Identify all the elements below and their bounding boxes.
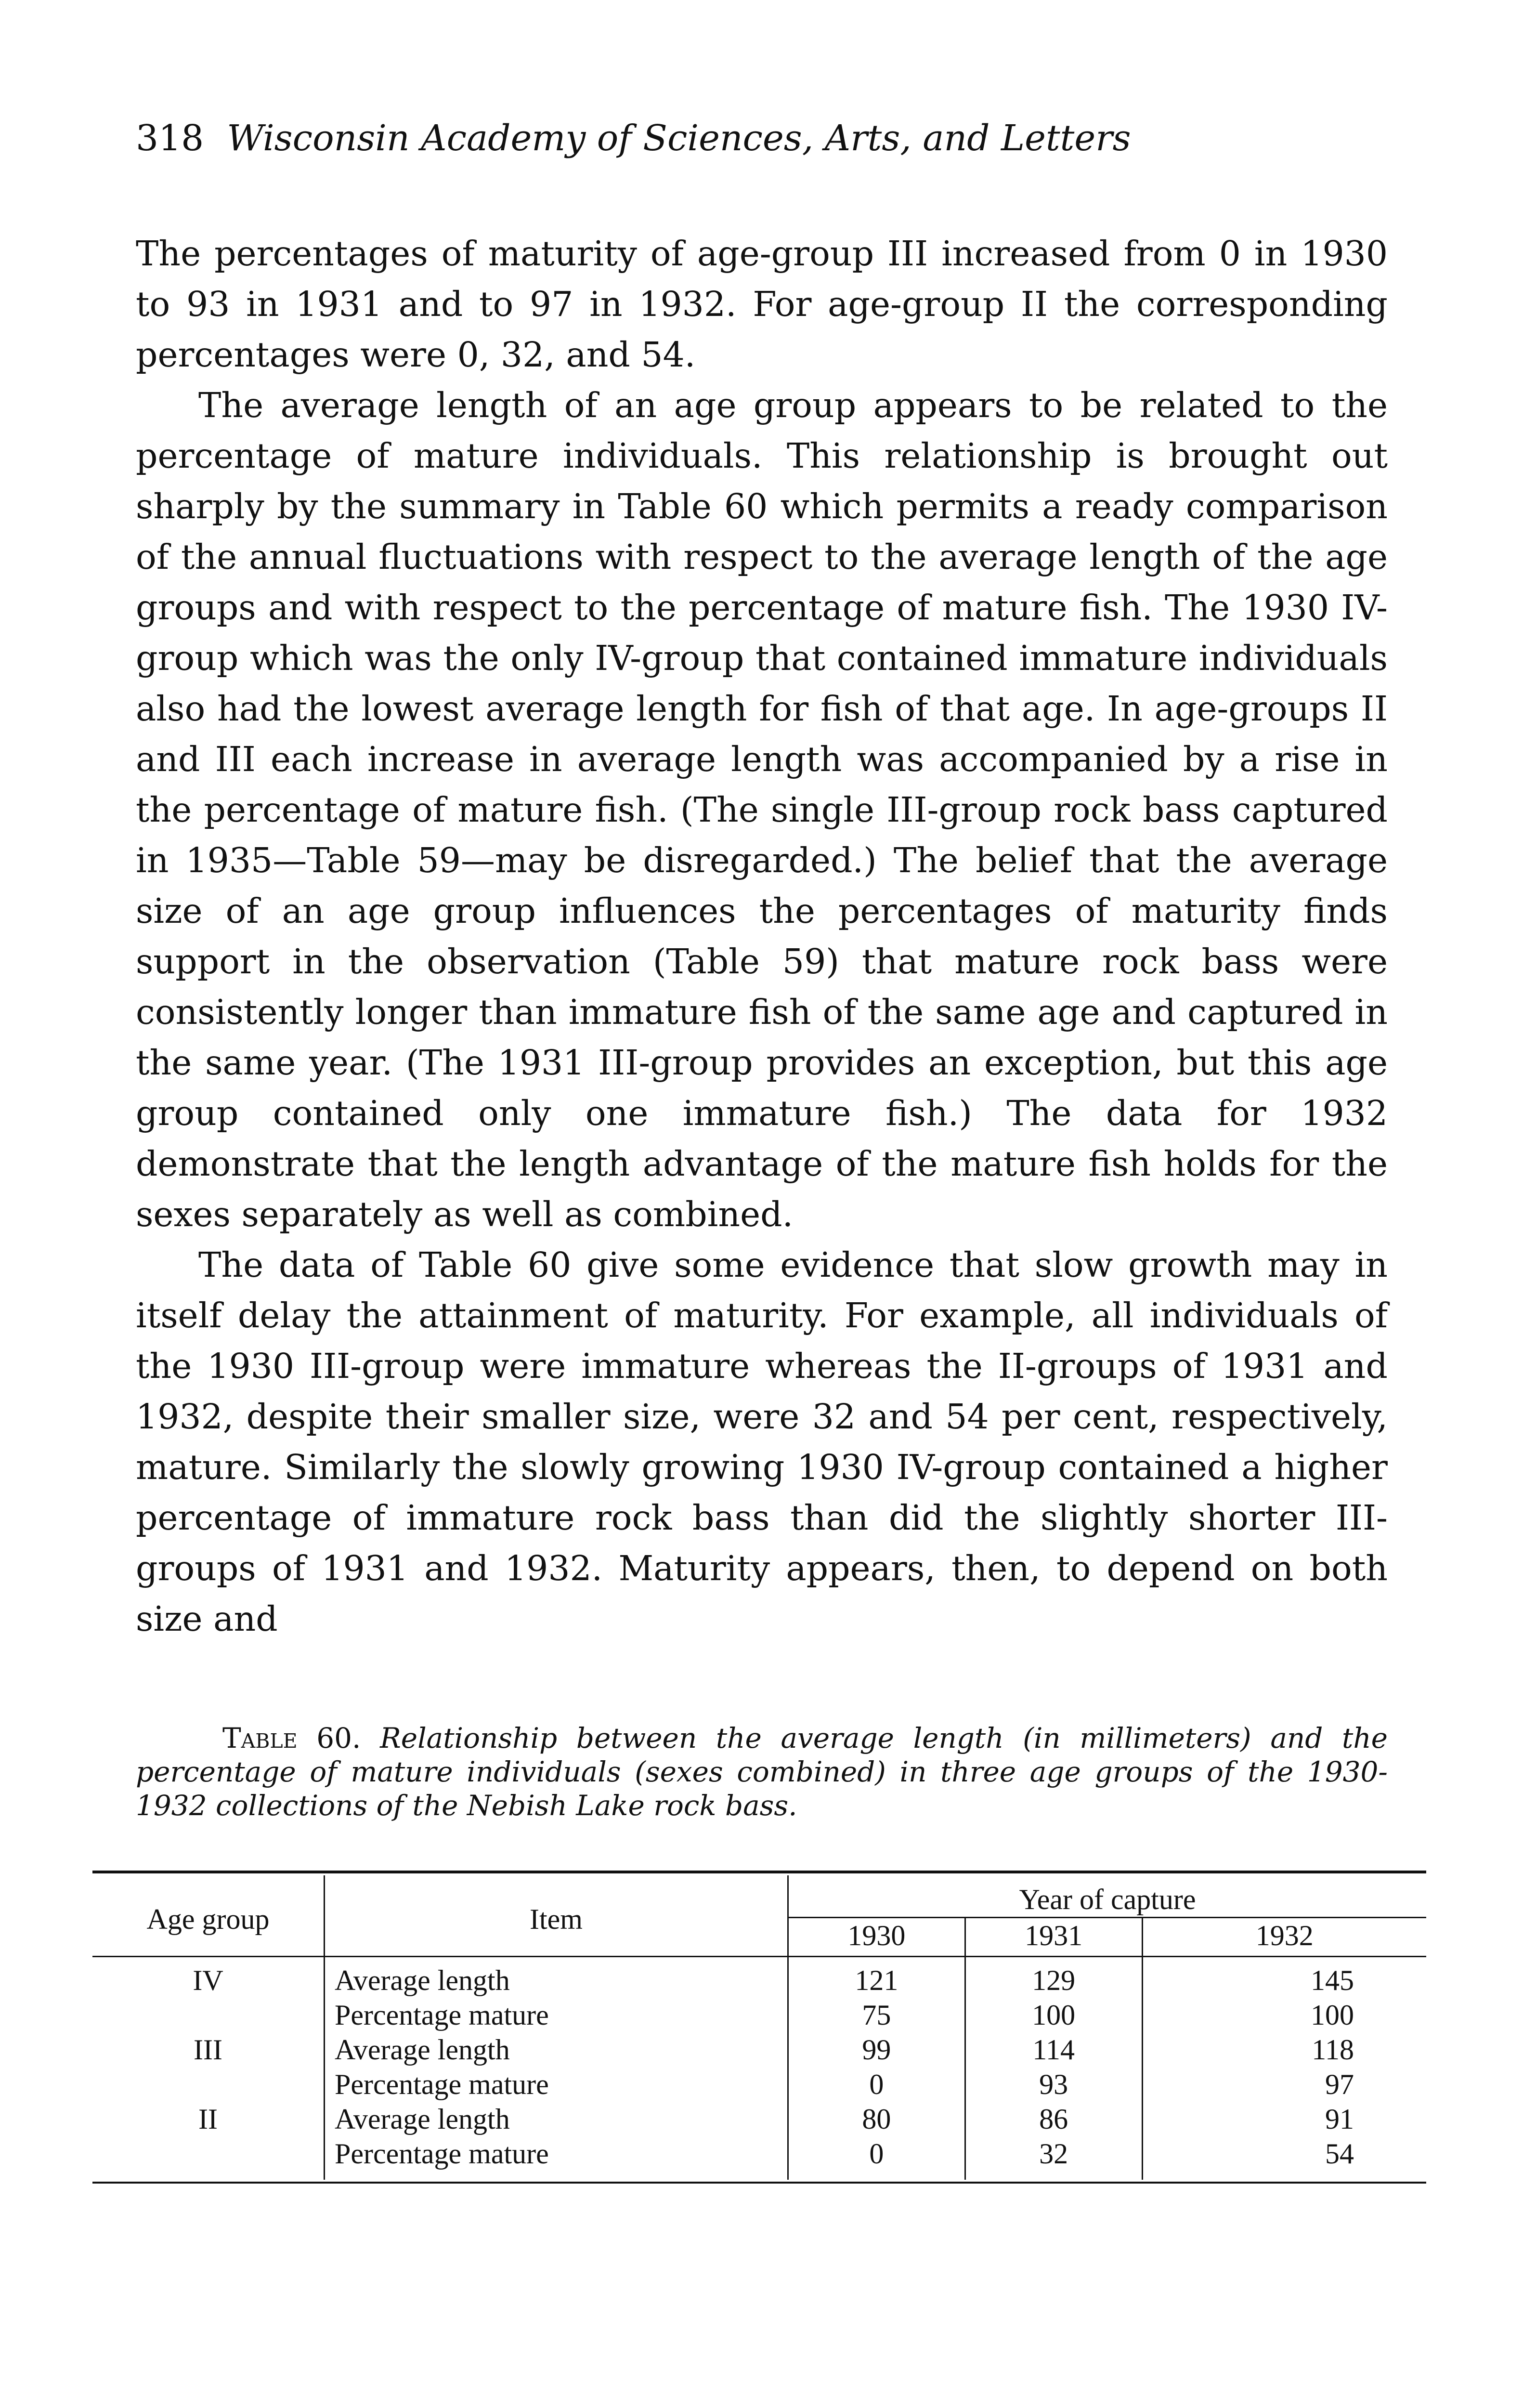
cell-1932: 91 [1142, 2102, 1426, 2136]
page [136, 120, 1388, 2184]
cell-1931: 93 [965, 2067, 1142, 2102]
cell-1932: 145 [1142, 1957, 1426, 1998]
cell-age-group: II [198, 2103, 218, 2135]
table-row [92, 2136, 1426, 2180]
cell-1930: 0 [788, 2136, 965, 2180]
cell-1932: 100 [1142, 1998, 1426, 2032]
table-row [92, 1998, 1426, 2032]
cell-item: Percentage mature [325, 2136, 788, 2180]
cell-item: Percentage mature [325, 1998, 788, 2032]
cell-1930: 75 [788, 1998, 965, 2032]
data-table [92, 1875, 1426, 2180]
table-caption [136, 1721, 1388, 1822]
cell-age-group: III [194, 2034, 222, 2066]
table-row [92, 2102, 1426, 2136]
cell-1932: 97 [1142, 2067, 1426, 2102]
cell-1930: 121 [788, 1957, 965, 1998]
cell-1931: 114 [965, 2032, 1142, 2067]
header-year-of-capture: Year of capture [788, 1875, 1427, 1918]
cell-1930: 99 [788, 2032, 965, 2067]
table-row [92, 1957, 1426, 1998]
header-age-group: Age group [92, 1875, 325, 1957]
cell-1932: 118 [1142, 2032, 1426, 2067]
table-top-rule [92, 1871, 1426, 1873]
cell-1930: 80 [788, 2102, 965, 2136]
cell-1932: 54 [1142, 2136, 1426, 2180]
cell-item: Average length [325, 2102, 788, 2136]
cell-1931: 86 [965, 2102, 1142, 2136]
journal-title: Wisconsin Academy of Sciences, Arts, and Letters [227, 118, 1131, 159]
table-row [92, 2032, 1426, 2067]
cell-age-group [92, 2136, 325, 2180]
table-bottom-rule [92, 2182, 1426, 2184]
cell-item: Average length [325, 1957, 788, 1998]
running-header [136, 118, 1388, 159]
cell-age-group: IV [193, 1964, 223, 1996]
table-header-row [92, 1875, 1426, 1918]
data-table-container [92, 1871, 1426, 2184]
page-number: 318 [136, 118, 204, 159]
table-label: Table 60. [222, 1722, 361, 1754]
header-year-1931: 1931 [965, 1918, 1142, 1957]
cell-age-group [92, 2067, 325, 2102]
cell-1931: 32 [965, 2136, 1142, 2180]
cell-item: Average length [325, 2032, 788, 2067]
body-paragraph-2: The average length of an age group appears to be related to the percentage of mature individuals. This relationship is brought out sharply by the summary in Table 60 which permits a ready comparison of the annual fluctuations with respect to the average length of the age groups and with respect to the percentage of mature fish. The 1930 IV-group which was the only IV-group that contained immature individuals also had the lowest average length for fish of that age. In age-groups II and III each increase in average length was accompanied by a rise in the percentage of mature fish. (The single III-group rock bass captured in 1935—Table 59—may be disregarded.) The belief that the average size of an age group influences the percentages of maturity finds support in the observation (Table 59) that mature rock bass were consistently longer than immature fish of the same age and captured in the same year. (The 1931 III-group provides an exception, but this age group contained only one immature fish.) The data for 1932 demonstrate that the length advantage of the mature fish holds for the sexes separately as well as combined. [136, 385, 1388, 1234]
cell-1931: 100 [965, 1998, 1142, 2032]
body-paragraph-3: The data of Table 60 give some evidence that slow growth may in itself delay the attainment of maturity. For example, all individuals of the 1930 III-group were immature whereas the II-groups of 1931 and 1932, despite their smaller size, were 32 and 54 per cent, respectively, mature. Similarly the slowly growing 1930 IV-group contained a higher percentage of immature rock bass than did the slightly shorter III-groups of 1931 and 1932. Maturity appears, then, to depend on both size and [136, 1245, 1388, 1639]
header-item: Item [325, 1875, 788, 1957]
header-year-1930: 1930 [788, 1918, 965, 1957]
table-caption-text: Relationship between the average length (in millimeters) and the percentage of mature individuals (sexes combined) in three age groups of the 1930-1932 collections of the Nebish Lake rock bass. [136, 1722, 1388, 1822]
cell-item: Percentage mature [325, 2067, 788, 2102]
cell-1931: 129 [965, 1957, 1142, 1998]
body-paragraph-1: The percentages of maturity of age-group III increased from 0 in 1930 to 93 in 1931 and to 97 in 1932. For age-group II the corresponding percentages were 0, 32, and 54. [136, 234, 1388, 375]
cell-age-group [92, 1998, 325, 2032]
header-year-1932: 1932 [1142, 1918, 1426, 1957]
cell-1930: 0 [788, 2067, 965, 2102]
table-row [92, 2067, 1426, 2102]
